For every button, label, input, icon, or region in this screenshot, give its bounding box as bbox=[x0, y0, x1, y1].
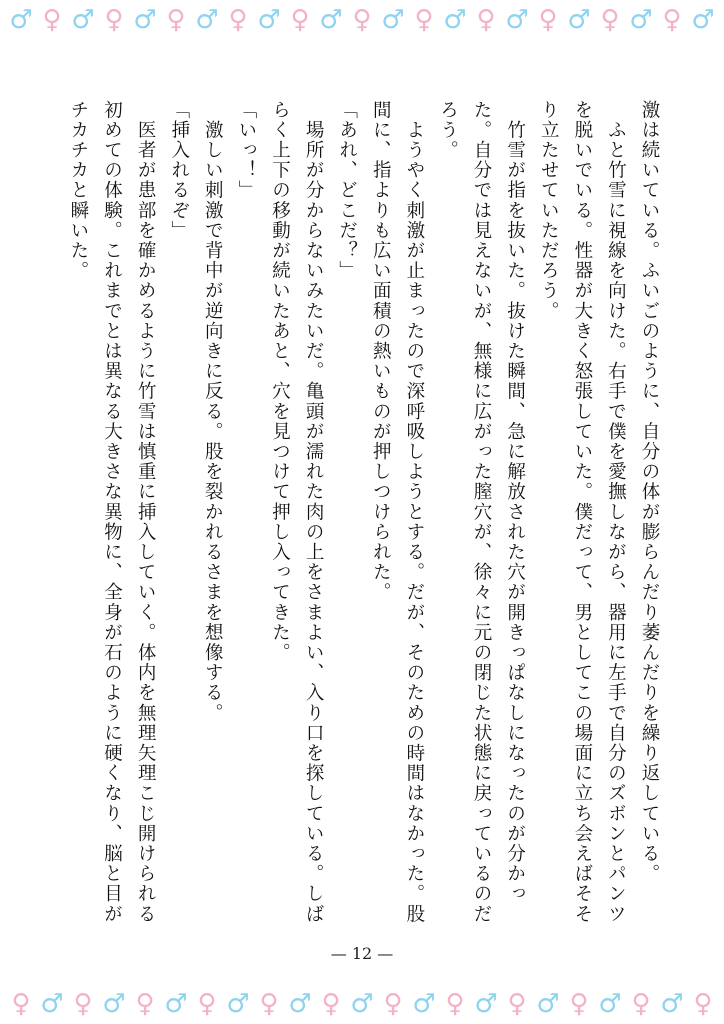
male-symbol-icon: ♂ bbox=[164, 989, 188, 1019]
top-border bbox=[0, 0, 724, 40]
male-symbol-icon: ♂ bbox=[133, 5, 157, 35]
female-symbol-icon: ♀ bbox=[414, 5, 434, 35]
male-symbol-icon: ♂ bbox=[567, 5, 591, 35]
male-symbol-icon: ♂ bbox=[40, 989, 64, 1019]
male-symbol-icon: ♂ bbox=[505, 5, 529, 35]
male-symbol-icon: ♂ bbox=[226, 989, 250, 1019]
male-symbol-icon: ♂ bbox=[691, 5, 715, 35]
female-symbol-icon: ♀ bbox=[166, 5, 186, 35]
paragraph: 場所が分からないみたいだ。亀頭が濡れた肉の上をさまよい、入り口を探している。しばらく上下の移動が続いたあと、穴を見つけて押し入ってきた。 bbox=[269, 100, 325, 925]
male-symbol-icon: ♂ bbox=[381, 5, 405, 35]
female-symbol-icon: ♀ bbox=[42, 5, 62, 35]
male-symbol-icon: ♂ bbox=[288, 989, 312, 1019]
female-symbol-icon: ♀ bbox=[507, 989, 527, 1019]
female-symbol-icon: ♀ bbox=[569, 989, 589, 1019]
paragraph: ようやく刺激が止まったので深呼吸しようとする。だが、そのための時間はなかった。股間に、指よりも広い面積の熱いものが押しつけられた。 bbox=[370, 100, 425, 925]
male-symbol-icon: ♂ bbox=[319, 5, 343, 35]
male-symbol-icon: ♂ bbox=[474, 989, 498, 1019]
dialogue-line: 「いっ！」 bbox=[235, 100, 257, 201]
female-symbol-icon: ♀ bbox=[445, 989, 465, 1019]
female-symbol-icon: ♀ bbox=[600, 5, 620, 35]
male-symbol-icon: ♂ bbox=[102, 989, 126, 1019]
female-symbol-icon: ♀ bbox=[631, 989, 651, 1019]
male-symbol-icon: ♂ bbox=[257, 5, 281, 35]
female-symbol-icon: ♀ bbox=[321, 989, 341, 1019]
male-symbol-icon: ♂ bbox=[443, 5, 467, 35]
paragraph: 竹雪が指を抜いた。抜けた瞬間、急に解放された穴が開きっぱなしになったのが分かった。自分では見えないが、無様に広がった膣穴が、徐々に元の閉じた状態に戻っているのだろう。 bbox=[437, 100, 526, 925]
vertical-text-body bbox=[56, 100, 666, 930]
female-symbol-icon: ♀ bbox=[11, 989, 31, 1019]
male-symbol-icon: ♂ bbox=[350, 989, 374, 1019]
female-symbol-icon: ♀ bbox=[693, 989, 713, 1019]
female-symbol-icon: ♀ bbox=[352, 5, 372, 35]
female-symbol-icon: ♀ bbox=[383, 989, 403, 1019]
paragraph: 激しい刺激で背中が逆向きに反る。股を裂かれるさまを想像する。 bbox=[202, 100, 224, 724]
paragraph: 医者が患部を確かめるように竹雪は慎重に挿入していく。体内を無理矢理こじ開けられる初めての体験。これまでとは異なる大きさな異物に、全身が石のように硬くなり、脳と目がチカチカと瞬いた。 bbox=[67, 100, 157, 925]
male-symbol-icon: ♂ bbox=[9, 5, 33, 35]
female-symbol-icon: ♀ bbox=[538, 5, 558, 35]
page-number: — 12 — bbox=[330, 944, 394, 963]
dialogue-line: 「挿入れるぞ」 bbox=[168, 100, 190, 241]
male-symbol-icon: ♂ bbox=[536, 989, 560, 1019]
female-symbol-icon: ♀ bbox=[197, 989, 217, 1019]
paragraph: ふと竹雪に視線を向けた。右手で僕を愛撫しながら、器用に左手で自分のズボンとパンツを脱いでいる。性器が大きく怒張していた。僕だって、男としてこの場面に立ち会えばそそり立たせていただろう。 bbox=[538, 100, 627, 925]
dialogue-line: 「あれ、どこだ？」 bbox=[336, 100, 358, 281]
female-symbol-icon: ♀ bbox=[104, 5, 124, 35]
female-symbol-icon: ♀ bbox=[290, 5, 310, 35]
male-symbol-icon: ♂ bbox=[598, 989, 622, 1019]
male-symbol-icon: ♂ bbox=[660, 989, 684, 1019]
bottom-border bbox=[0, 984, 724, 1024]
female-symbol-icon: ♀ bbox=[476, 5, 496, 35]
female-symbol-icon: ♀ bbox=[73, 989, 93, 1019]
female-symbol-icon: ♀ bbox=[135, 989, 155, 1019]
male-symbol-icon: ♂ bbox=[195, 5, 219, 35]
female-symbol-icon: ♀ bbox=[228, 5, 248, 35]
male-symbol-icon: ♂ bbox=[629, 5, 653, 35]
female-symbol-icon: ♀ bbox=[259, 989, 279, 1019]
male-symbol-icon: ♂ bbox=[412, 989, 436, 1019]
paragraph: 激は続いている。ふいごのように、自分の体が膨らんだり萎んだりを繰り返している。 bbox=[639, 100, 660, 884]
male-symbol-icon: ♂ bbox=[71, 5, 95, 35]
female-symbol-icon: ♀ bbox=[662, 5, 682, 35]
